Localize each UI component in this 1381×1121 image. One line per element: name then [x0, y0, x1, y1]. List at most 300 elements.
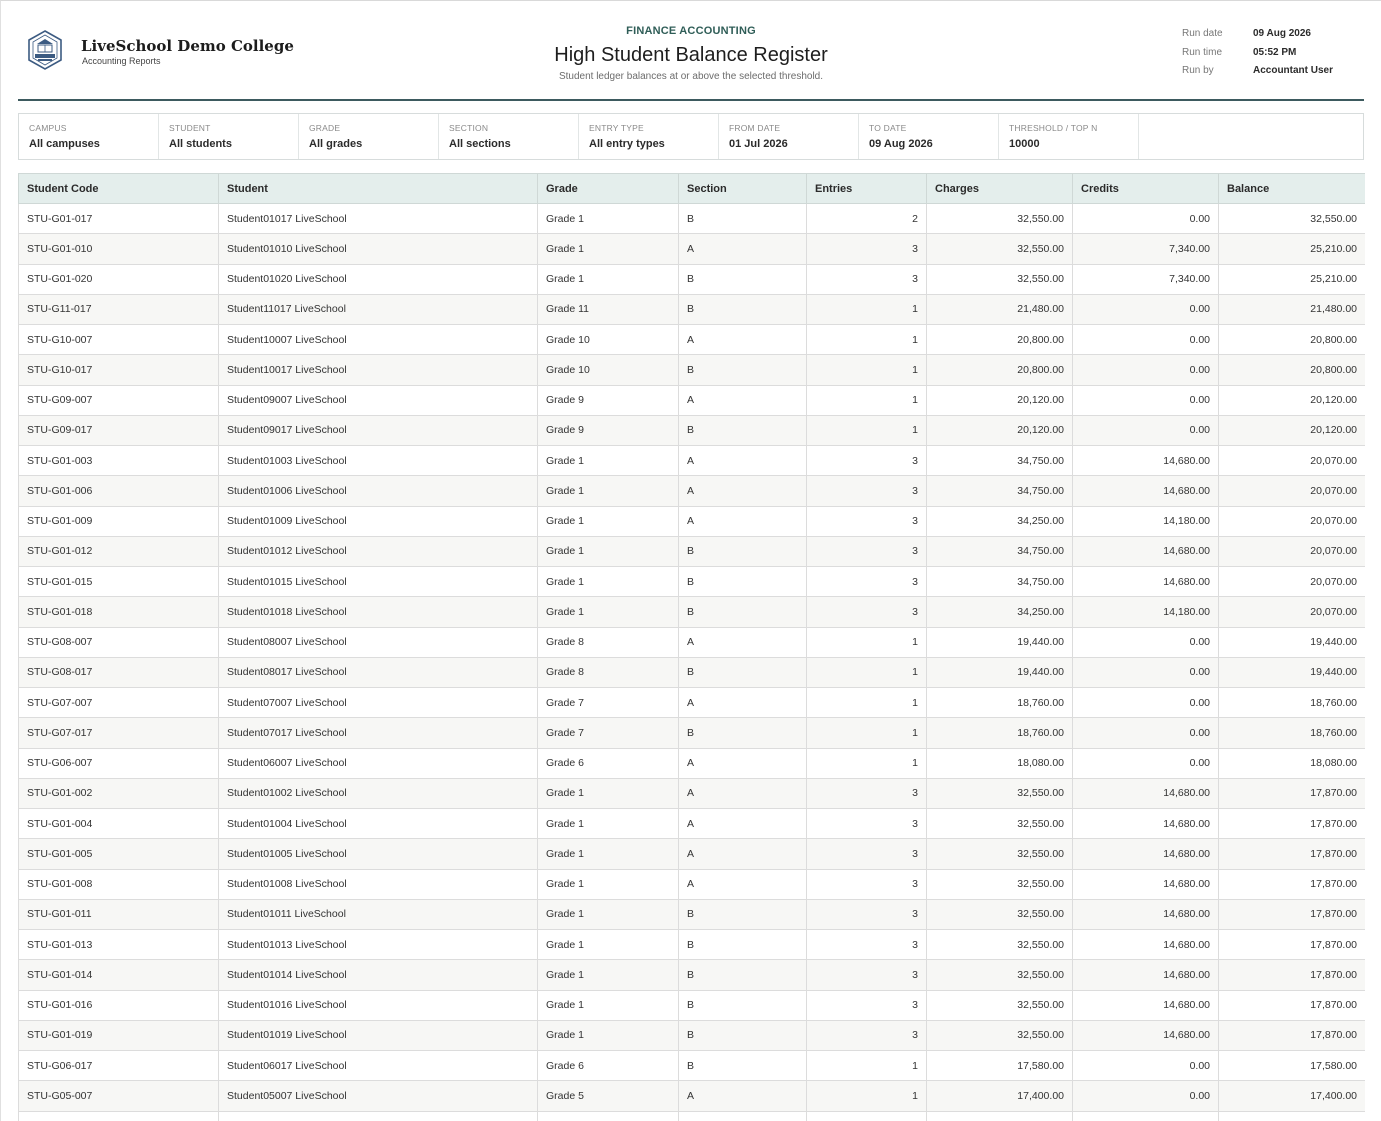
filter-threshold-top-n[interactable] [999, 114, 1139, 159]
filter-label: GRADE [309, 123, 341, 133]
cell-entries: 3 [807, 446, 927, 476]
cell-student-code: STU-G01-002 [19, 778, 219, 808]
cell-credits: 7,340.00 [1073, 234, 1219, 264]
cell-grade: Grade 1 [538, 234, 679, 264]
cell-section: B [679, 415, 807, 445]
cell-student-code: STU-G01-016 [19, 990, 219, 1020]
cell-balance: 20,120.00 [1219, 385, 1366, 415]
table-header-row [19, 174, 1366, 204]
filter-value: All campuses [29, 138, 100, 150]
cell-balance: 20,070.00 [1219, 476, 1366, 506]
cell-entries: 1 [807, 688, 927, 718]
cell-section: A [679, 1081, 807, 1111]
cell-section: B [679, 899, 807, 929]
table-row[interactable] [19, 718, 1366, 748]
register-table-container [18, 173, 1365, 1121]
college-name: LiveSchool Demo College [81, 37, 294, 55]
cell-section: A [679, 748, 807, 778]
cell-charges: 21,480.00 [927, 294, 1073, 324]
cell-section: B [679, 1051, 807, 1081]
cell-student: Student01017 LiveSchool [219, 204, 538, 234]
cell-student-code: STU-G07-007 [19, 688, 219, 718]
table-row[interactable] [19, 294, 1366, 324]
table-row[interactable] [19, 839, 1366, 869]
cell-credits: 14,680.00 [1073, 1020, 1219, 1050]
run-info-label: Run date [1182, 28, 1223, 39]
cell-charges: 32,550.00 [927, 778, 1073, 808]
filter-label: STUDENT [169, 123, 211, 133]
cell-student-code: STU-G01-017 [19, 204, 219, 234]
cell-credits: 0.00 [1073, 355, 1219, 385]
filter-label: TO DATE [869, 123, 907, 133]
cell-balance: 20,800.00 [1219, 355, 1366, 385]
cell-grade: Grade 11 [538, 294, 679, 324]
cell-grade: Grade 9 [538, 385, 679, 415]
cell-student: Student01015 LiveSchool [219, 567, 538, 597]
cell-charges: 20,800.00 [927, 355, 1073, 385]
cell-entries: 3 [807, 839, 927, 869]
cell-balance: 18,760.00 [1219, 718, 1366, 748]
table-row[interactable] [19, 990, 1366, 1020]
cell-balance: 20,800.00 [1219, 325, 1366, 355]
cell-student: Student10007 LiveSchool [219, 325, 538, 355]
table-row[interactable] [19, 476, 1366, 506]
cell-student: Student01016 LiveSchool [219, 990, 538, 1020]
cell-student: Student01005 LiveSchool [219, 839, 538, 869]
cell-section: B [679, 597, 807, 627]
cell-balance: 20,070.00 [1219, 506, 1366, 536]
cell-grade: Grade 1 [538, 597, 679, 627]
cell-credits: 0.00 [1073, 1051, 1219, 1081]
cell-student-code: STU-G01-020 [19, 264, 219, 294]
cell-credits: 14,680.00 [1073, 869, 1219, 899]
cell-grade: Grade 10 [538, 355, 679, 385]
cell-credits: 0.00 [1073, 627, 1219, 657]
cell-student: Student06017 LiveSchool [219, 1051, 538, 1081]
cell-balance [1219, 1111, 1366, 1121]
cell-student-code: STU-G08-007 [19, 627, 219, 657]
cell-entries: 3 [807, 264, 927, 294]
cell-credits: 14,180.00 [1073, 597, 1219, 627]
table-row[interactable] [19, 657, 1366, 687]
cell-grade: Grade 1 [538, 990, 679, 1020]
cell-grade: Grade 1 [538, 899, 679, 929]
column-header-charges[interactable]: Charges [927, 174, 1073, 204]
cell-student: Student08007 LiveSchool [219, 627, 538, 657]
cell-student-code: STU-G06-017 [19, 1051, 219, 1081]
cell-credits: 0.00 [1073, 718, 1219, 748]
cell-grade: Grade 1 [538, 264, 679, 294]
cell-section: B [679, 355, 807, 385]
college-crest-icon [24, 29, 66, 71]
table-row[interactable] [19, 506, 1366, 536]
cell-section: A [679, 627, 807, 657]
cell-balance: 18,760.00 [1219, 688, 1366, 718]
cell-balance: 25,210.00 [1219, 234, 1366, 264]
column-header-grade[interactable]: Grade [538, 174, 679, 204]
run-info-value: 05:52 PM [1253, 46, 1297, 58]
filter-value: 10000 [1009, 138, 1040, 150]
table-row[interactable] [19, 809, 1366, 839]
filter-label: THRESHOLD / TOP N [1009, 123, 1098, 133]
cell-section: B [679, 536, 807, 566]
cell-credits: 14,680.00 [1073, 839, 1219, 869]
cell-grade: Grade 1 [538, 476, 679, 506]
table-row[interactable] [19, 567, 1366, 597]
cell-credits: 14,680.00 [1073, 476, 1219, 506]
cell-charges: 34,250.00 [927, 506, 1073, 536]
cell-charges: 32,550.00 [927, 234, 1073, 264]
table-row[interactable] [19, 264, 1366, 294]
cell-balance: 20,070.00 [1219, 567, 1366, 597]
cell-credits [1073, 1111, 1219, 1121]
cell-section: A [679, 325, 807, 355]
cell-section: A [679, 234, 807, 264]
cell-charges: 32,550.00 [927, 930, 1073, 960]
cell-balance: 17,870.00 [1219, 930, 1366, 960]
filter-to-date[interactable] [859, 114, 999, 159]
cell-grade: Grade 1 [538, 778, 679, 808]
cell-charges: 32,550.00 [927, 809, 1073, 839]
cell-section: A [679, 506, 807, 536]
cell-grade: Grade 10 [538, 325, 679, 355]
table-row[interactable] [19, 1111, 1366, 1121]
college-subtitle: Accounting Reports [82, 56, 161, 66]
cell-student-code: STU-G07-017 [19, 718, 219, 748]
cell-credits: 0.00 [1073, 415, 1219, 445]
cell-grade: Grade 8 [538, 627, 679, 657]
filter-label: ENTRY TYPE [589, 123, 644, 133]
cell-balance: 17,870.00 [1219, 839, 1366, 869]
table-row[interactable] [19, 385, 1366, 415]
cell-balance: 20,070.00 [1219, 446, 1366, 476]
filter-from-date[interactable] [719, 114, 859, 159]
cell-section: B [679, 960, 807, 990]
cell-entries: 1 [807, 1051, 927, 1081]
cell-student [219, 1111, 538, 1121]
cell-student: Student11017 LiveSchool [219, 294, 538, 324]
cell-entries: 3 [807, 597, 927, 627]
cell-entries: 3 [807, 536, 927, 566]
cell-credits: 0.00 [1073, 748, 1219, 778]
cell-entries: 1 [807, 415, 927, 445]
cell-section: A [679, 476, 807, 506]
cell-entries: 3 [807, 778, 927, 808]
cell-entries: 1 [807, 748, 927, 778]
cell-charges: 32,550.00 [927, 990, 1073, 1020]
cell-student-code: STU-G05-007 [19, 1081, 219, 1111]
column-header-section[interactable]: Section [679, 174, 807, 204]
cell-entries: 1 [807, 627, 927, 657]
cell-entries: 1 [807, 657, 927, 687]
cell-student-code [19, 1111, 219, 1121]
cell-balance: 17,870.00 [1219, 990, 1366, 1020]
cell-charges: 34,750.00 [927, 446, 1073, 476]
cell-student-code: STU-G10-017 [19, 355, 219, 385]
report-header [18, 1, 1364, 101]
table-row[interactable] [19, 536, 1366, 566]
cell-student: Student01012 LiveSchool [219, 536, 538, 566]
table-row[interactable] [19, 1051, 1366, 1081]
cell-balance: 17,400.00 [1219, 1081, 1366, 1111]
cell-charges: 34,750.00 [927, 476, 1073, 506]
cell-section: A [679, 385, 807, 415]
table-row[interactable] [19, 355, 1366, 385]
cell-grade: Grade 1 [538, 839, 679, 869]
cell-credits: 14,680.00 [1073, 960, 1219, 990]
department-label: FINANCE ACCOUNTING [626, 25, 756, 37]
cell-student: Student06007 LiveSchool [219, 748, 538, 778]
cell-section: B [679, 990, 807, 1020]
run-info-value: 09 Aug 2026 [1253, 28, 1311, 39]
report-title: High Student Balance Register [554, 44, 828, 66]
cell-student-code: STU-G10-007 [19, 325, 219, 355]
cell-entries: 1 [807, 355, 927, 385]
cell-entries: 3 [807, 809, 927, 839]
cell-student-code: STU-G01-015 [19, 567, 219, 597]
table-row[interactable] [19, 1020, 1366, 1050]
cell-charges [927, 1111, 1073, 1121]
cell-credits: 14,680.00 [1073, 930, 1219, 960]
cell-credits: 14,680.00 [1073, 567, 1219, 597]
cell-student-code: STU-G06-007 [19, 748, 219, 778]
filter-grade[interactable] [299, 114, 439, 159]
cell-student-code: STU-G01-014 [19, 960, 219, 990]
report-description: Student ledger balances at or above the selected threshold. [558, 71, 824, 82]
cell-grade: Grade 1 [538, 930, 679, 960]
cell-grade: Grade 1 [538, 809, 679, 839]
cell-charges: 34,750.00 [927, 567, 1073, 597]
column-header-student[interactable]: Student [219, 174, 538, 204]
cell-section: B [679, 930, 807, 960]
cell-credits: 0.00 [1073, 688, 1219, 718]
cell-entries: 3 [807, 930, 927, 960]
cell-student-code: STU-G01-005 [19, 839, 219, 869]
filter-campus[interactable] [19, 114, 159, 159]
cell-section: B [679, 567, 807, 597]
filter-student[interactable] [159, 114, 299, 159]
cell-entries: 3 [807, 1020, 927, 1050]
cell-student: Student01009 LiveSchool [219, 506, 538, 536]
cell-grade: Grade 6 [538, 1051, 679, 1081]
cell-student: Student09007 LiveSchool [219, 385, 538, 415]
cell-grade: Grade 7 [538, 718, 679, 748]
filter-value: 01 Jul 2026 [729, 138, 788, 150]
cell-balance: 20,070.00 [1219, 597, 1366, 627]
cell-credits: 14,180.00 [1073, 506, 1219, 536]
cell-section [679, 1111, 807, 1121]
cell-grade: Grade 5 [538, 1081, 679, 1111]
cell-student-code: STU-G09-017 [19, 415, 219, 445]
cell-grade: Grade 1 [538, 1020, 679, 1050]
table-row[interactable] [19, 1081, 1366, 1111]
cell-student-code: STU-G01-019 [19, 1020, 219, 1050]
cell-student-code: STU-G01-006 [19, 476, 219, 506]
cell-grade [538, 1111, 679, 1121]
filter-value: All sections [449, 138, 511, 150]
cell-student: Student05007 LiveSchool [219, 1081, 538, 1111]
cell-credits: 0.00 [1073, 657, 1219, 687]
cell-entries: 3 [807, 506, 927, 536]
cell-credits: 7,340.00 [1073, 264, 1219, 294]
filter-section[interactable] [439, 114, 579, 159]
cell-balance: 17,870.00 [1219, 899, 1366, 929]
column-header-credits[interactable]: Credits [1073, 174, 1219, 204]
cell-balance: 17,870.00 [1219, 1020, 1366, 1050]
cell-student-code: STU-G01-009 [19, 506, 219, 536]
cell-grade: Grade 1 [538, 204, 679, 234]
column-header-student-code[interactable]: Student Code [19, 174, 219, 204]
cell-student-code: STU-G08-017 [19, 657, 219, 687]
cell-entries: 3 [807, 899, 927, 929]
cell-charges: 32,550.00 [927, 264, 1073, 294]
cell-section: B [679, 264, 807, 294]
table-row[interactable] [19, 234, 1366, 264]
table-row[interactable] [19, 415, 1366, 445]
cell-student: Student01008 LiveSchool [219, 869, 538, 899]
table-row[interactable] [19, 899, 1366, 929]
table-row[interactable] [19, 688, 1366, 718]
cell-charges: 20,120.00 [927, 385, 1073, 415]
table-row[interactable] [19, 930, 1366, 960]
filter-label: SECTION [449, 123, 489, 133]
cell-balance: 20,120.00 [1219, 415, 1366, 445]
cell-student: Student07007 LiveSchool [219, 688, 538, 718]
cell-charges: 32,550.00 [927, 960, 1073, 990]
cell-student-code: STU-G01-013 [19, 930, 219, 960]
cell-credits: 0.00 [1073, 294, 1219, 324]
cell-charges: 18,080.00 [927, 748, 1073, 778]
cell-entries: 3 [807, 960, 927, 990]
cell-balance: 32,550.00 [1219, 204, 1366, 234]
cell-grade: Grade 1 [538, 446, 679, 476]
cell-entries: 3 [807, 234, 927, 264]
cell-entries: 1 [807, 325, 927, 355]
cell-student-code: STU-G01-012 [19, 536, 219, 566]
cell-section: B [679, 657, 807, 687]
cell-student: Student01018 LiveSchool [219, 597, 538, 627]
cell-entries [807, 1111, 927, 1121]
table-row[interactable] [19, 204, 1366, 234]
cell-charges: 32,550.00 [927, 204, 1073, 234]
cell-credits: 14,680.00 [1073, 899, 1219, 929]
table-row[interactable] [19, 627, 1366, 657]
cell-credits: 0.00 [1073, 204, 1219, 234]
filter-value: All entry types [589, 138, 665, 150]
cell-charges: 20,120.00 [927, 415, 1073, 445]
filter-label: FROM DATE [729, 123, 781, 133]
run-info-label: Run time [1182, 46, 1223, 58]
cell-grade: Grade 8 [538, 657, 679, 687]
cell-student: Student01006 LiveSchool [219, 476, 538, 506]
cell-charges: 34,750.00 [927, 536, 1073, 566]
table-row[interactable] [19, 869, 1366, 899]
table-row[interactable] [19, 325, 1366, 355]
cell-credits: 0.00 [1073, 385, 1219, 415]
cell-student: Student01004 LiveSchool [219, 809, 538, 839]
table-row[interactable] [19, 446, 1366, 476]
cell-student: Student01011 LiveSchool [219, 899, 538, 929]
cell-section: B [679, 294, 807, 324]
cell-student-code: STU-G01-004 [19, 809, 219, 839]
cell-grade: Grade 1 [538, 567, 679, 597]
table-row[interactable] [19, 960, 1366, 990]
cell-student: Student01019 LiveSchool [219, 1020, 538, 1050]
table-body [19, 204, 1366, 1121]
column-header-balance[interactable]: Balance [1219, 174, 1366, 204]
column-header-entries[interactable]: Entries [807, 174, 927, 204]
cell-section: B [679, 1020, 807, 1050]
cell-student: Student01014 LiveSchool [219, 960, 538, 990]
cell-grade: Grade 6 [538, 748, 679, 778]
filter-value: All grades [309, 138, 363, 150]
cell-credits: 14,680.00 [1073, 446, 1219, 476]
table-row[interactable] [19, 597, 1366, 627]
cell-credits: 14,680.00 [1073, 778, 1219, 808]
cell-student: Student09017 LiveSchool [219, 415, 538, 445]
cell-grade: Grade 1 [538, 960, 679, 990]
cell-section: A [679, 839, 807, 869]
cell-entries: 3 [807, 869, 927, 899]
cell-section: A [679, 778, 807, 808]
cell-student: Student01003 LiveSchool [219, 446, 538, 476]
cell-student: Student01013 LiveSchool [219, 930, 538, 960]
cell-charges: 32,550.00 [927, 869, 1073, 899]
cell-grade: Grade 1 [538, 536, 679, 566]
cell-charges: 17,580.00 [927, 1051, 1073, 1081]
cell-credits: 14,680.00 [1073, 809, 1219, 839]
cell-charges: 32,550.00 [927, 1020, 1073, 1050]
cell-student: Student10017 LiveSchool [219, 355, 538, 385]
cell-entries: 1 [807, 294, 927, 324]
cell-balance: 21,480.00 [1219, 294, 1366, 324]
cell-balance: 17,870.00 [1219, 778, 1366, 808]
cell-section: B [679, 204, 807, 234]
cell-entries: 3 [807, 990, 927, 1020]
cell-entries: 2 [807, 204, 927, 234]
cell-entries: 1 [807, 718, 927, 748]
cell-student: Student08017 LiveSchool [219, 657, 538, 687]
table-row[interactable] [19, 748, 1366, 778]
report-title-block [468, 25, 914, 82]
cell-entries: 3 [807, 567, 927, 597]
cell-charges: 20,800.00 [927, 325, 1073, 355]
cell-balance: 19,440.00 [1219, 657, 1366, 687]
cell-balance: 17,870.00 [1219, 809, 1366, 839]
cell-grade: Grade 7 [538, 688, 679, 718]
cell-balance: 17,580.00 [1219, 1051, 1366, 1081]
filter-label: CAMPUS [29, 123, 67, 133]
cell-charges: 19,440.00 [927, 657, 1073, 687]
cell-grade: Grade 1 [538, 869, 679, 899]
cell-student: Student07017 LiveSchool [219, 718, 538, 748]
cell-entries: 1 [807, 1081, 927, 1111]
cell-balance: 19,440.00 [1219, 627, 1366, 657]
filter-spacer [1139, 114, 1363, 159]
cell-charges: 18,760.00 [927, 718, 1073, 748]
cell-section: A [679, 809, 807, 839]
cell-grade: Grade 1 [538, 506, 679, 536]
cell-balance: 17,870.00 [1219, 960, 1366, 990]
cell-charges: 32,550.00 [927, 839, 1073, 869]
filter-entry-type[interactable] [579, 114, 719, 159]
table-row[interactable] [19, 778, 1366, 808]
cell-credits: 14,680.00 [1073, 536, 1219, 566]
cell-section: A [679, 688, 807, 718]
cell-credits: 0.00 [1073, 1081, 1219, 1111]
cell-credits: 14,680.00 [1073, 990, 1219, 1020]
run-info-label: Run by [1182, 65, 1214, 76]
